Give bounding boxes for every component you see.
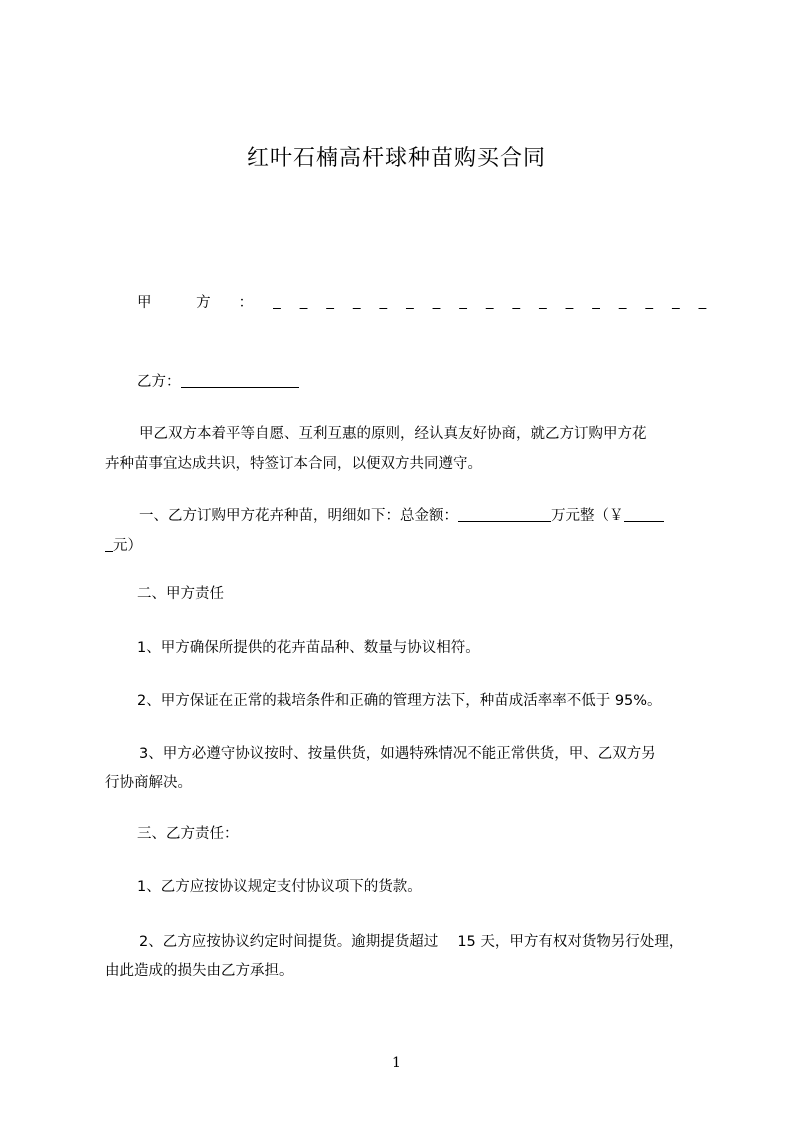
section3-item-2-line-1: 2、乙方应按协议约定时间提货。逾期提货超过 15 天，甲方有权对货物另行处理， [139,934,684,950]
section3-item-2-line-2: 由此造成的损失由乙方承担。 [105,963,294,979]
section1-text: 一、乙方订购甲方花卉种苗，明细如下：总金额： [139,508,458,524]
page-number: 1 [392,1055,401,1071]
party-b-blank [181,371,299,388]
intro-line-2: 卉种苗事宜达成共识，特签订本合同，以便双方共同遵守。 [105,456,482,472]
party-a-colon: ： [238,295,254,311]
section1-line [139,501,739,531]
amount-yuan-blank [624,505,664,522]
section2-item-3-line-1: 3、甲方必遵守协议按时、按量供货，如遇特殊情况不能正常供货，甲、乙双方另 [139,746,656,762]
amount-yuan-blank-cont [105,535,113,552]
section2-item-3-line-2: 行协商解决。 [105,775,192,791]
section1-line-2 [105,531,705,561]
section3-item-1: 1、乙方应按协议规定支付协议项下的货款。 [137,879,422,895]
party-b-field [137,367,737,397]
party-a-field [137,288,707,318]
contract-title: 红叶石楠高杆球种苗购买合同 [246,146,546,171]
section1-end: 元） [113,538,142,554]
party-b-label: 乙方： [137,374,181,390]
section3-heading: 三、乙方责任： [137,826,239,842]
section2-item-1: 1、甲方确保所提供的花卉苗品种、数量与协议相符。 [137,640,480,656]
total-amount-blank [458,505,551,522]
section2-heading: 二、甲方责任 [137,586,224,602]
intro-line-1: 甲乙双方本着平等自愿、互利互惠的原则，经认真友好协商，就乙方订购甲方花 [139,426,647,442]
section1-unit: 万元整（￥ [551,508,624,524]
party-a-blank [273,288,707,318]
party-a-label: 甲 方 [137,295,231,311]
section2-item-2: 2、甲方保证在正常的栽培条件和正确的管理方法下，种苗成活率率不低于 95%。 [137,693,662,709]
